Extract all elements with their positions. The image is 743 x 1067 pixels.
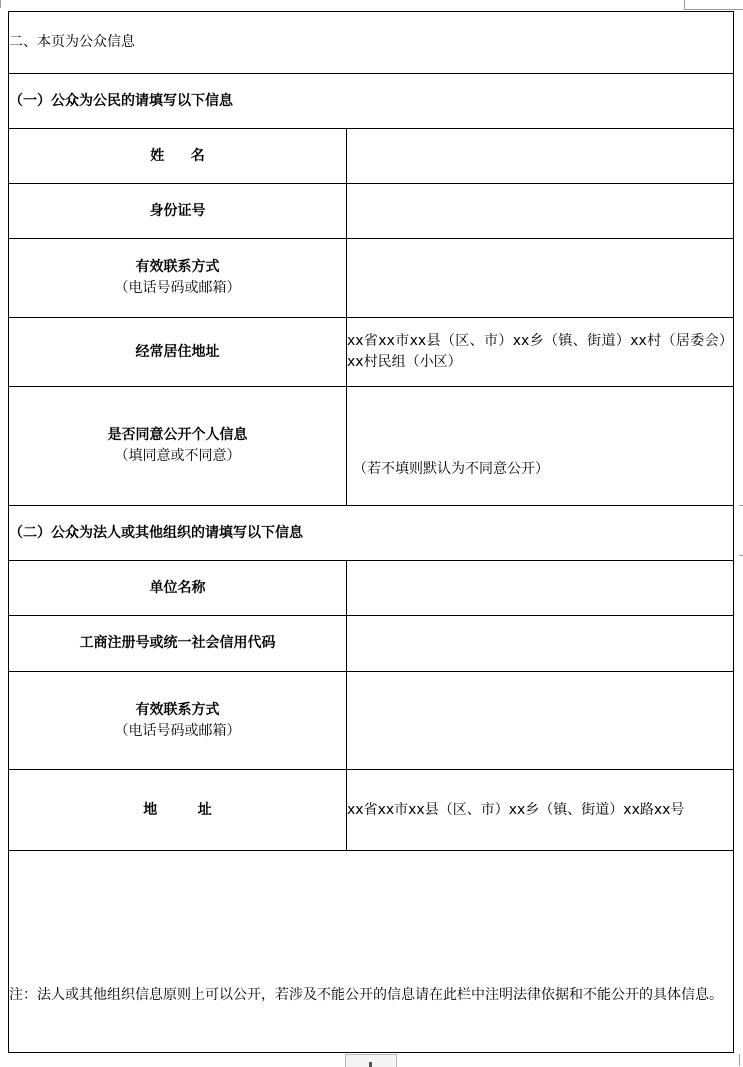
id-number-label: 身份证号: [9, 184, 347, 239]
name-label: [9, 129, 347, 184]
public-info-form: [8, 11, 734, 1053]
note-cell[interactable]: [9, 851, 734, 1053]
consent-field[interactable]: [347, 387, 734, 506]
consent-label-sub: （填同意或不同意）: [114, 448, 241, 464]
org-address-label-text: 地址: [143, 801, 253, 818]
contact-label-sub: （电话号码或邮箱）: [114, 280, 241, 296]
crop-mark-right-mid: [739, 505, 743, 506]
organization-heading: （二）公众为法人或其他组织的请填写以下信息: [9, 506, 734, 561]
page-scroll-tab[interactable]: [345, 1054, 397, 1067]
contact-field[interactable]: [347, 239, 734, 318]
id-number-field[interactable]: [347, 184, 734, 239]
org-contact-label-text: 有效联系方式: [135, 701, 220, 718]
org-address-field[interactable]: xx省xx市xx县（区、市）xx乡（镇、街道）xx路xx号: [347, 770, 734, 851]
crop-mark-bottom-right: [739, 1054, 740, 1066]
consent-label: [9, 387, 347, 506]
contact-label: [9, 239, 347, 318]
citizen-heading: （一）公众为公民的请填写以下信息: [9, 74, 734, 129]
section-title: 二、本页为公众信息: [9, 12, 734, 74]
org-contact-label: [9, 672, 347, 770]
contact-label-text: 有效联系方式: [135, 259, 220, 275]
name-label-text: 姓名: [150, 147, 232, 164]
note-text: 注：法人或其他组织信息原则上可以公开，若涉及不能公开的信息请在此栏中注明法律依据和不能公开的具体信息。: [9, 986, 723, 1003]
crop-mark-top-right-h: [684, 9, 743, 10]
crop-mark-top-left: [0, 0, 1, 8]
consent-default-note: （若不填则默认为不同意公开）: [353, 461, 549, 477]
org-address-label: [9, 770, 347, 851]
org-contact-field[interactable]: [347, 672, 734, 770]
credit-code-field[interactable]: [347, 616, 734, 672]
unit-name-label: 单位名称: [9, 561, 347, 616]
crop-mark-right-mid2: [739, 555, 743, 556]
name-field[interactable]: [347, 129, 734, 184]
grip-icon: [369, 1062, 372, 1067]
residence-address-label: 经常居住地址: [9, 318, 347, 387]
credit-code-label: 工商注册号或统一社会信用代码: [9, 616, 347, 672]
unit-name-field[interactable]: [347, 561, 734, 616]
org-contact-label-sub: （电话号码或邮箱）: [114, 722, 241, 739]
consent-label-text: 是否同意公开个人信息: [107, 427, 248, 443]
residence-address-field[interactable]: xx省xx市xx县（区、市）xx乡（镇、街道）xx村（居委会）xx村民组（小区）: [347, 318, 734, 387]
